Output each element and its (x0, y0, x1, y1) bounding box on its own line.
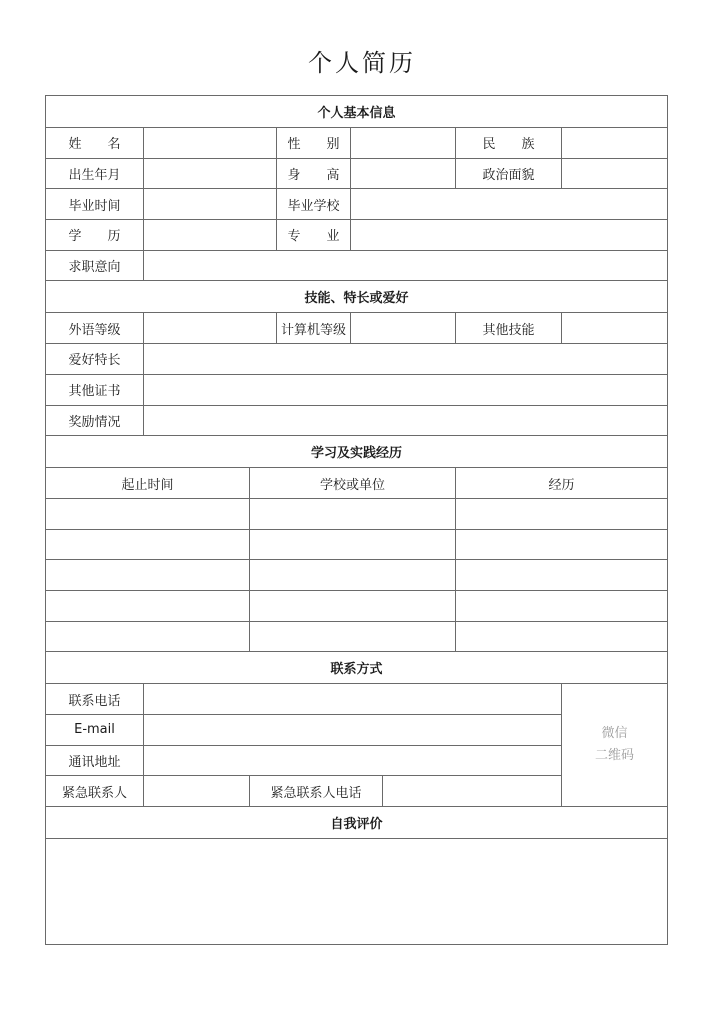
experience-period-cell[interactable] (46, 529, 250, 560)
field-hobbies[interactable] (144, 344, 668, 375)
field-intention[interactable] (144, 250, 668, 281)
experience-row (46, 529, 668, 560)
field-birth[interactable] (144, 158, 277, 189)
experience-period-cell[interactable] (46, 560, 250, 591)
experience-detail-cell[interactable] (456, 529, 668, 560)
section-heading-basic-info: 个人基本信息 (46, 96, 668, 128)
field-grad-time[interactable] (144, 189, 277, 220)
row-awards (46, 405, 668, 436)
field-grad-school[interactable] (351, 189, 668, 220)
label-major: 专 业 (277, 220, 351, 251)
label-awards: 奖励情况 (46, 405, 144, 436)
label-computer: 计算机等级 (277, 313, 351, 344)
experience-row (46, 498, 668, 529)
field-other-skills[interactable] (562, 313, 668, 344)
section-self-eval (46, 807, 668, 839)
section-experience (46, 436, 668, 468)
row-skill-levels (46, 313, 668, 344)
experience-school-cell[interactable] (250, 590, 456, 621)
row-hobbies (46, 344, 668, 375)
label-grad-school: 毕业学校 (277, 189, 351, 220)
label-certificates: 其他证书 (46, 374, 144, 405)
resume-table (45, 95, 668, 945)
column-header-school: 学校或单位 (250, 468, 456, 499)
wechat-qr-placeholder (562, 684, 668, 807)
label-phone: 联系电话 (46, 684, 144, 715)
section-heading-self-eval: 自我评价 (46, 807, 668, 839)
label-gender: 性 别 (277, 128, 351, 159)
label-ethnicity: 民 族 (456, 128, 562, 159)
experience-detail-cell[interactable] (456, 498, 668, 529)
label-name: 姓 名 (46, 128, 144, 159)
row-name (46, 128, 668, 159)
row-intention (46, 250, 668, 281)
qr-label-code: 二维码 (595, 748, 635, 764)
field-awards[interactable] (144, 405, 668, 436)
field-self-eval[interactable] (46, 839, 668, 945)
label-language: 外语等级 (46, 313, 144, 344)
label-address: 通讯地址 (46, 745, 144, 776)
label-grad-time: 毕业时间 (46, 189, 144, 220)
column-header-experience: 经历 (456, 468, 668, 499)
row-phone (46, 684, 668, 715)
qr-label-wechat: 微信 (601, 726, 628, 742)
experience-school-cell[interactable] (250, 529, 456, 560)
field-politics[interactable] (562, 158, 668, 189)
label-hobbies: 爱好特长 (46, 344, 144, 375)
experience-school-cell[interactable] (250, 621, 456, 652)
label-emergency-phone: 紧急联系人电话 (250, 776, 383, 807)
field-emergency-contact[interactable] (144, 776, 250, 807)
experience-row (46, 621, 668, 652)
field-certificates[interactable] (144, 374, 668, 405)
field-email[interactable] (144, 715, 562, 746)
experience-row (46, 560, 668, 591)
section-heading-skills: 技能、特长或爱好 (46, 281, 668, 313)
field-ethnicity[interactable] (562, 128, 668, 159)
field-name[interactable] (144, 128, 277, 159)
row-degree (46, 220, 668, 251)
field-height[interactable] (351, 158, 456, 189)
row-grad (46, 189, 668, 220)
label-other-skills: 其他技能 (456, 313, 562, 344)
field-computer[interactable] (351, 313, 456, 344)
label-politics: 政治面貌 (456, 158, 562, 189)
resume-title: 个人简历 (308, 49, 416, 77)
column-header-period: 起止时间 (46, 468, 250, 499)
experience-header-row (46, 468, 668, 499)
experience-period-cell[interactable] (46, 621, 250, 652)
experience-school-cell[interactable] (250, 498, 456, 529)
field-gender[interactable] (351, 128, 456, 159)
label-degree: 学 历 (46, 220, 144, 251)
section-skills (46, 281, 668, 313)
label-height: 身 高 (277, 158, 351, 189)
experience-period-cell[interactable] (46, 590, 250, 621)
section-contact (46, 652, 668, 684)
row-certificates (46, 374, 668, 405)
experience-row (46, 590, 668, 621)
label-birth: 出生年月 (46, 158, 144, 189)
section-heading-contact: 联系方式 (46, 652, 668, 684)
field-address[interactable] (144, 745, 562, 776)
label-intention: 求职意向 (46, 250, 144, 281)
field-language[interactable] (144, 313, 277, 344)
experience-detail-cell[interactable] (456, 621, 668, 652)
field-degree[interactable] (144, 220, 277, 251)
label-emergency-contact: 紧急联系人 (46, 776, 144, 807)
experience-detail-cell[interactable] (456, 590, 668, 621)
experience-detail-cell[interactable] (456, 560, 668, 591)
field-emergency-phone[interactable] (383, 776, 562, 807)
row-birth (46, 158, 668, 189)
label-email: E-mail (46, 715, 144, 746)
row-self-eval (46, 839, 668, 945)
section-basic-info (46, 96, 668, 128)
section-heading-experience: 学习及实践经历 (46, 436, 668, 468)
experience-school-cell[interactable] (250, 560, 456, 591)
field-major[interactable] (351, 220, 668, 251)
field-phone[interactable] (144, 684, 562, 715)
experience-period-cell[interactable] (46, 498, 250, 529)
